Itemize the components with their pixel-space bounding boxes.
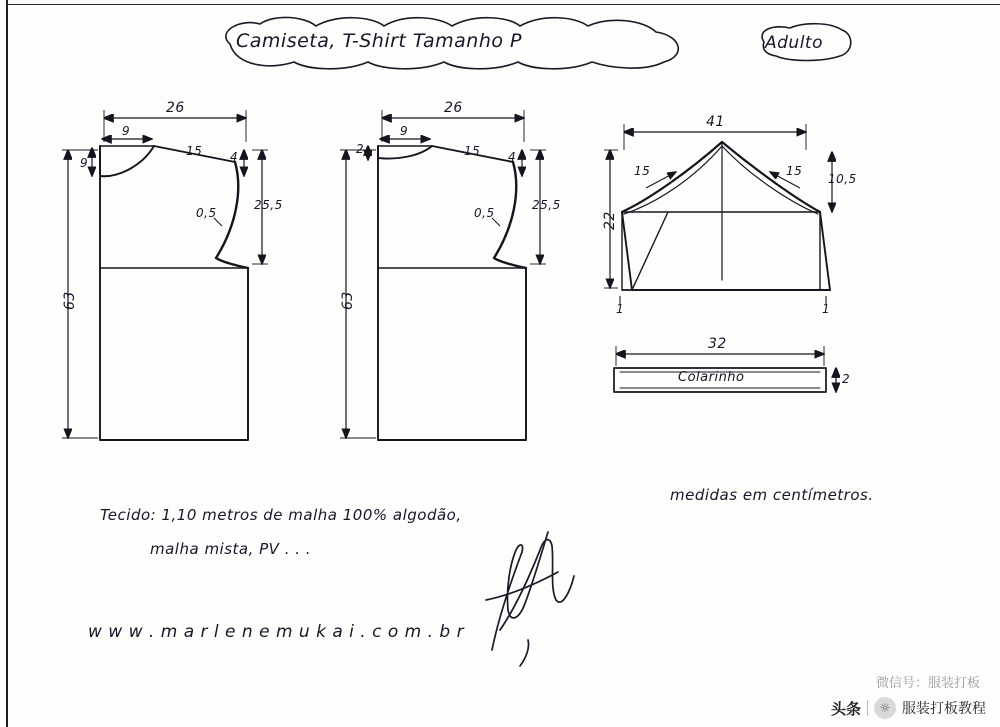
front-length-label: 63	[62, 291, 78, 310]
status-badge: Adulto	[765, 33, 823, 53]
back-armhole-top-label: 4	[508, 150, 517, 164]
front-armhole-curve-label: 0,5	[196, 206, 217, 220]
collar-height-label: 2	[842, 372, 851, 386]
account-name: 服装打板教程	[902, 701, 986, 717]
back-armhole-curve-label: 0,5	[474, 206, 495, 220]
back-width-label: 26	[444, 100, 463, 116]
back-armhole-depth-label: 25,5	[532, 198, 561, 212]
back-length-label: 63	[340, 291, 356, 310]
front-armhole-top-label: 4	[230, 150, 239, 164]
badge-divider	[867, 700, 868, 716]
front-shoulder-label: 15	[186, 144, 203, 158]
avatar: ☼	[874, 697, 896, 719]
platform-name: 头条	[830, 699, 861, 718]
collar-piece-label: Colarinho	[678, 370, 745, 385]
sleeve-hem-step-left-label: 1	[616, 302, 625, 316]
collar-length-label: 32	[708, 336, 727, 352]
page-title: Camiseta, T-Shirt Tamanho P	[236, 30, 523, 52]
front-width-label: 26	[166, 100, 185, 116]
sleeve-height-left-label: 22	[602, 211, 618, 230]
sleeve-hem-step-right-label: 1	[822, 302, 831, 316]
footer-badge	[831, 697, 986, 719]
signature	[470, 480, 590, 670]
back-shoulder-label: 15	[464, 144, 481, 158]
sleeve-cap-left-label: 15	[634, 164, 651, 178]
fabric-note-line-1: Tecido: 1,10 metros de malha 100% algodão,	[100, 506, 462, 524]
front-neck-width-label: 9	[122, 124, 131, 138]
sleeve-height-right-label: 10,5	[828, 172, 857, 186]
back-neck-width-label: 9	[400, 124, 409, 138]
back-neck-depth-label: 2	[356, 142, 365, 156]
units-note: medidas em centímetros.	[670, 486, 874, 504]
sleeve-width-label: 41	[706, 114, 725, 130]
wechat-watermark: 微信号：服装打板	[875, 676, 980, 691]
website-url[interactable]: w w w . m a r l e n e m u k a i . c o m . b r	[88, 622, 465, 642]
sleeve-cap-right-label: 15	[786, 164, 803, 178]
fabric-note-line-2: malha mista, PV . . .	[150, 540, 312, 558]
front-neck-depth-label: 9	[80, 156, 89, 170]
front-armhole-depth-label: 25,5	[254, 198, 283, 212]
